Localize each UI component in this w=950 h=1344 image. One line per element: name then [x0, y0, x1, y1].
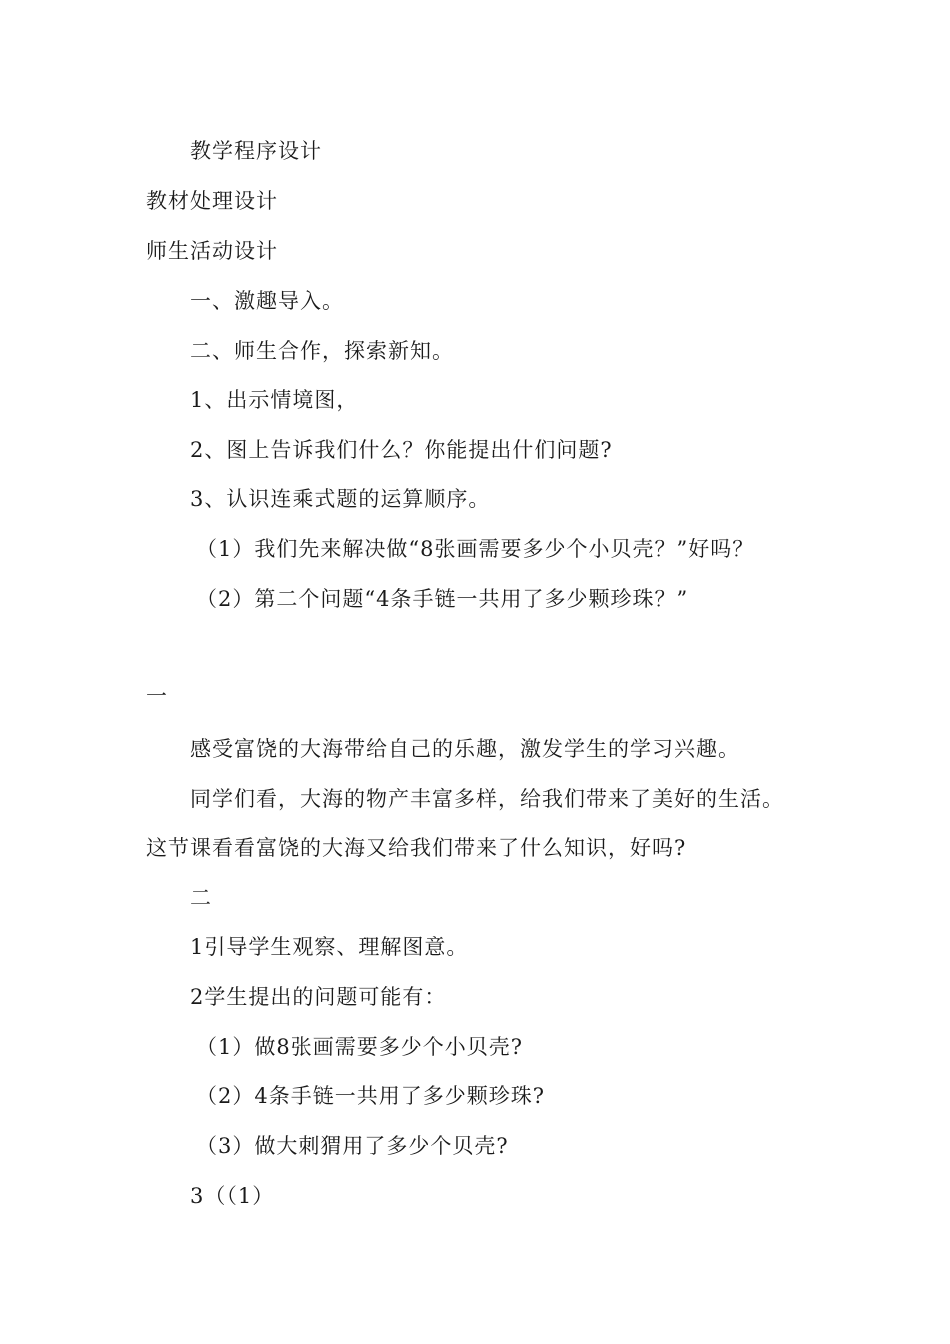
doc-step-2: 2、图上告诉我们什么？你能提出什们问题? [190, 438, 613, 462]
doc-guide-observe: 1引导学生观察、理解图意。 [190, 935, 469, 959]
doc-heading-teaching-procedure: 教学程序设计 [190, 139, 322, 163]
doc-step-3-sub-2: （2）第二个问题“4条手链一共用了多少颗珍珠？” [196, 587, 689, 611]
doc-step-1: 1、出示情境图， [190, 388, 359, 412]
doc-heading-activity-design: 师生活动设计 [146, 239, 278, 263]
doc-heading-material-design: 教材处理设计 [146, 189, 278, 213]
doc-paragraph-intro-2: 这节课看看富饶的大海又给我们带来了什么知识，好吗? [146, 836, 687, 860]
doc-question-3: （3）做大刺猬用了多少个贝壳? [196, 1134, 509, 1158]
doc-question-1: （1）做8张画需要多少个小贝壳? [196, 1035, 523, 1059]
doc-section-two: 二、师生合作，探索新知。 [190, 339, 454, 363]
doc-step-3-sub-1: （1）我们先来解决做“8张画需要多少个小贝壳？”好吗？ [196, 537, 755, 561]
doc-paragraph-intro-1: 同学们看，大海的物产丰富多样，给我们带来了美好的生活。 [190, 787, 784, 811]
doc-paragraph-interest: 感受富饶的大海带给自己的乐趣，激发学生的学习兴趣。 [190, 737, 740, 761]
doc-column-marker-two: 二 [190, 886, 212, 910]
doc-column-marker-one: 一 [146, 684, 168, 708]
doc-step-3-partial: 3（（1） [190, 1184, 275, 1208]
doc-question-2: （2）4条手链一共用了多少颗珍珠? [196, 1084, 545, 1108]
doc-section-one: 一、激趣导入。 [190, 289, 344, 313]
doc-step-3: 3、认识连乘式题的运算顺序。 [190, 487, 491, 511]
doc-student-questions: 2学生提出的问题可能有： [190, 985, 447, 1009]
